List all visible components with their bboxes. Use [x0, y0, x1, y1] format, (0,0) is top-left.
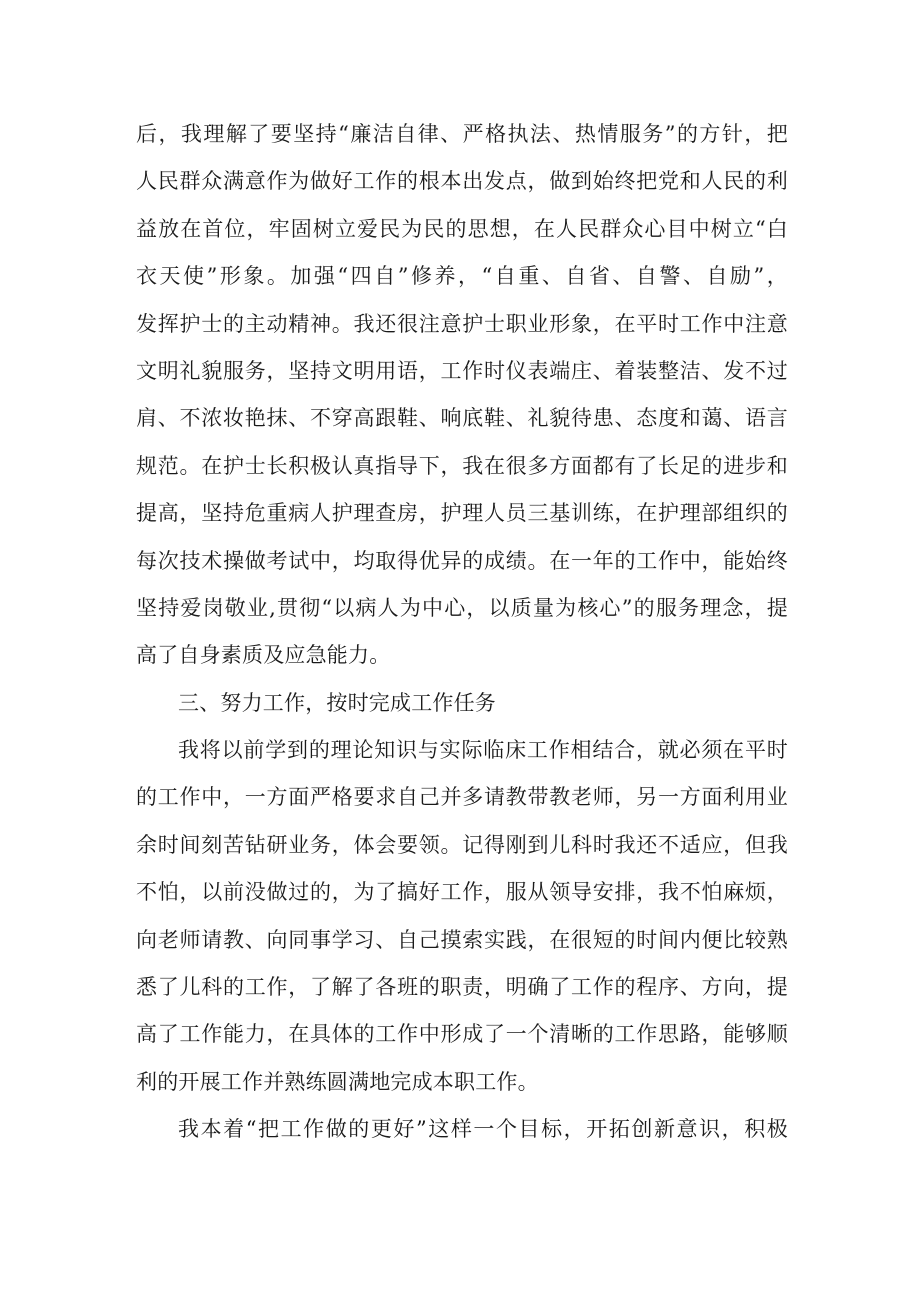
text-line: 坚持爱岗敬业,贯彻“以病人为中心，以质量为核心”的服务理念，提	[136, 595, 788, 620]
text-line: 不怕，以前没做过的，为了搞好工作，服从领导安排，我不怕麻烦，	[136, 880, 788, 905]
text-line: 利的开展工作并熟练圆满地完成本职工作。	[136, 1069, 539, 1094]
text-line: 规范。在护士长积极认真指导下，我在很多方面都有了长足的进步和	[136, 453, 788, 478]
text-line: 肩、不浓妆艳抹、不穿高跟鞋、响底鞋、礼貌待患、态度和蔼、语言	[136, 406, 788, 431]
text-line: 高了工作能力，在具体的工作中形成了一个清晰的工作思路，能够顺	[136, 1022, 788, 1047]
text-line: 每次技术操做考试中，均取得优异的成绩。在一年的工作中，能始终	[136, 548, 788, 573]
paragraph-2	[136, 727, 788, 1106]
text-line: 高了自身素质及应急能力。	[136, 643, 391, 668]
text-line: 文明礼貌服务，坚持文明用语，工作时仪表端庄、着装整洁、发不过	[136, 358, 788, 383]
text-line: 余时间刻苦钻研业务，体会要领。记得刚到儿科时我还不适应，但我	[136, 832, 788, 857]
text-line: 的工作中，一方面严格要求自己并多请教带教老师，另一方面利用业	[136, 785, 788, 810]
paragraph-3	[136, 1106, 788, 1153]
document-body	[136, 111, 788, 1154]
text-line: 向老师请教、向同事学习、自己摸索实践，在很短的时间内便比较熟	[136, 927, 788, 952]
paragraph-1	[136, 111, 788, 680]
text-line: 悉了儿科的工作，了解了各班的职责，明确了工作的程序、方向，提	[136, 975, 788, 1000]
text-line: 衣天使”形象。加强“四自”修养，“自重、自省、自警、自励”，	[136, 264, 788, 289]
text-line: 人民群众满意作为做好工作的根本出发点，做到始终把党和人民的利	[136, 169, 788, 194]
text-line: 我将以前学到的理论知识与实际临床工作相结合，就必须在平时	[178, 738, 788, 763]
text-line: 益放在首位，牢固树立爱民为民的思想，在人民群众心目中树立“白	[136, 216, 788, 241]
text-line: 后，我理解了要坚持“廉洁自律、严格执法、热情服务”的方针，把	[136, 122, 788, 146]
text-line: 我本着“把工作做的更好”这样一个目标，开拓创新意识，积极	[178, 1117, 788, 1142]
section-heading: 三、努力工作，按时完成工作任务	[178, 690, 496, 715]
text-line: 提高，坚持危重病人护理查房，护理人员三基训练，在护理部组织的	[136, 501, 788, 526]
text-line: 发挥护士的主动精神。我还很注意护士职业形象，在平时工作中注意	[136, 311, 788, 336]
